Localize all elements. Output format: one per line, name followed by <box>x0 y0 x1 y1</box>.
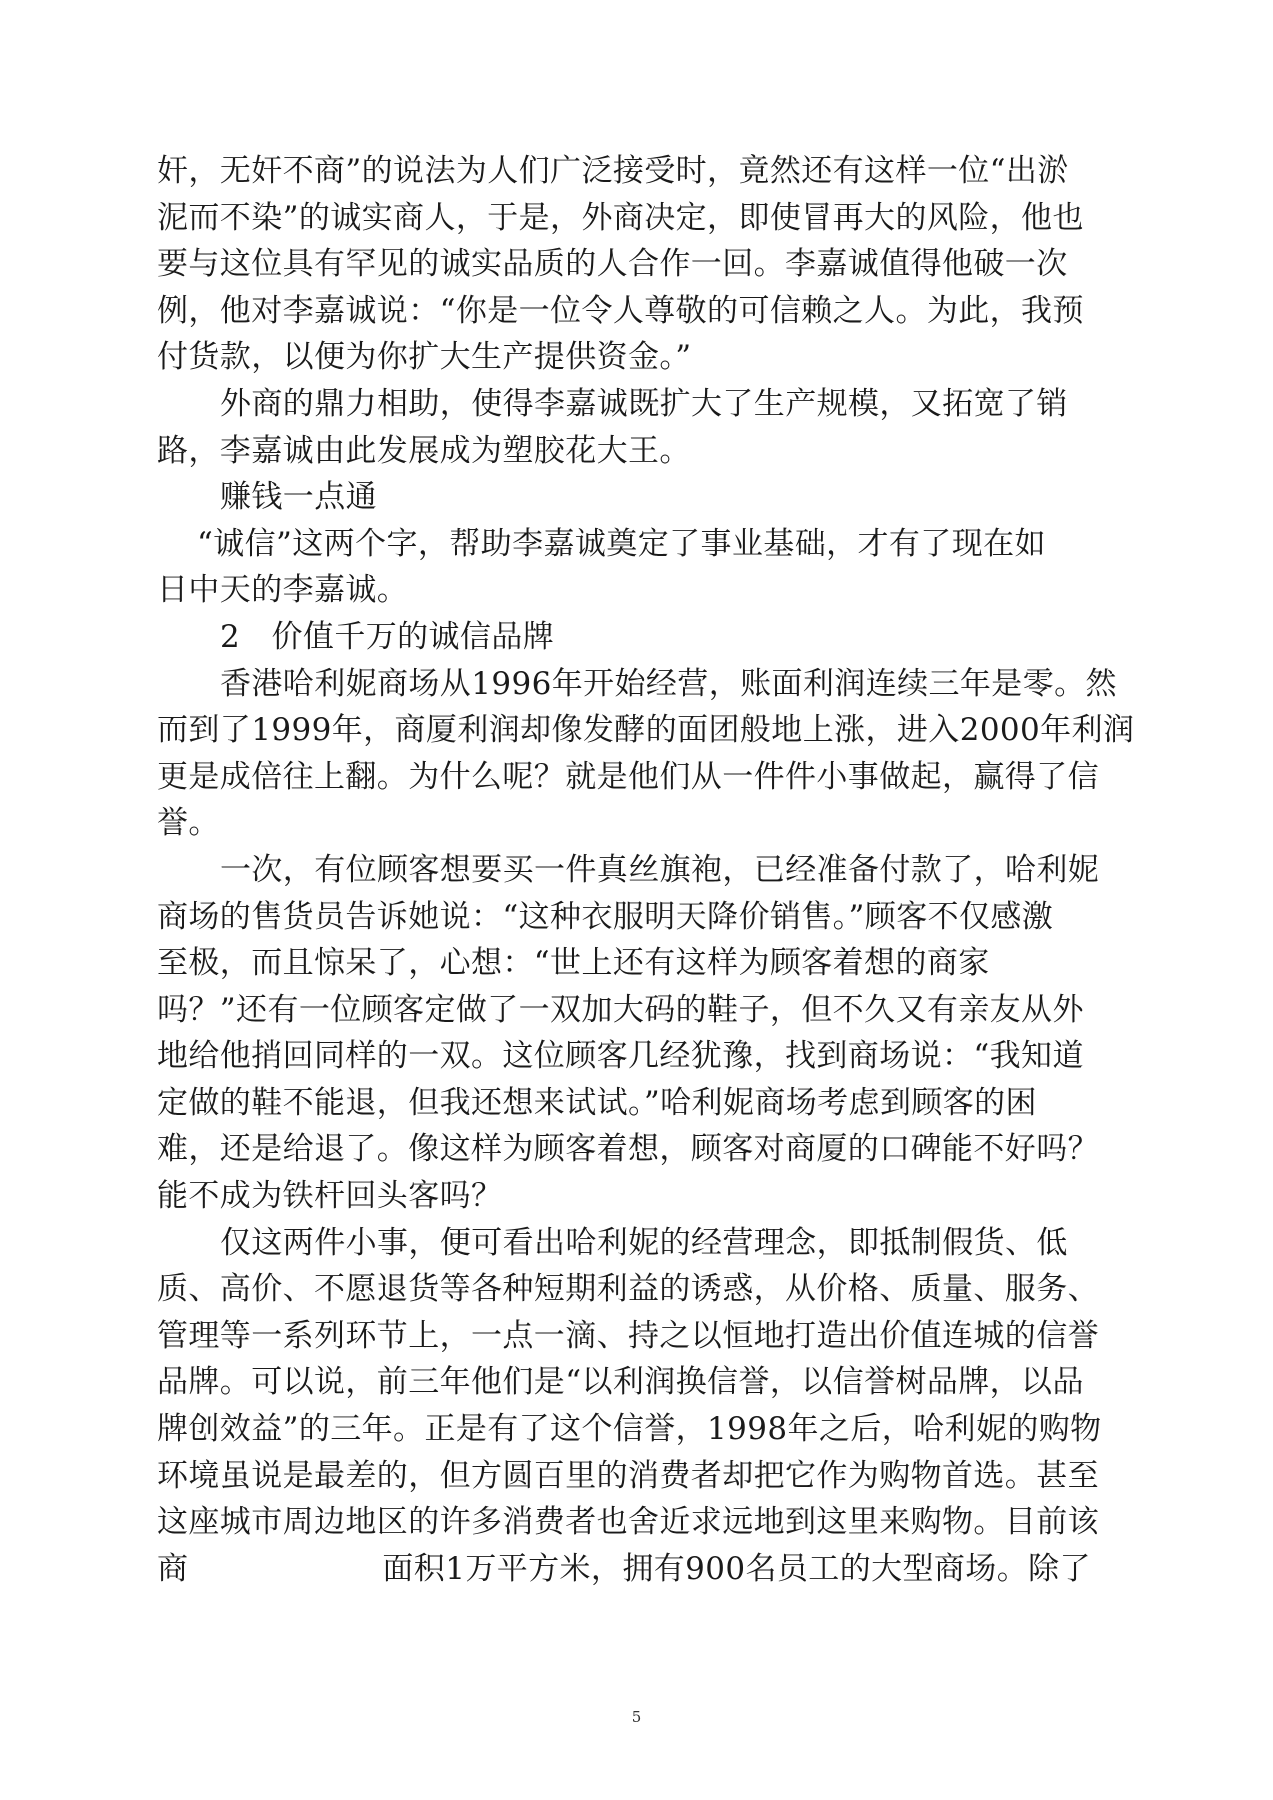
last-line-start: 商 <box>157 1550 189 1587</box>
text-line: 至极，而且惊呆了，心想：“世上还有这样为顾客着想的商家 <box>157 945 990 982</box>
text-line: 日中天的李嘉诚。 <box>157 572 409 609</box>
text-line: 品牌。可以说，前三年他们是“以利润换信誉，以信誉树品牌，以品 <box>157 1364 1084 1401</box>
text-line: 定做的鞋不能退，但我还想来试试。”哈利妮商场考虑到顾客的困 <box>157 1084 1037 1121</box>
section-heading: 赚钱一点通 <box>220 479 377 516</box>
paragraph-start: 仅这两件小事，便可看出哈利妮的经营理念，即抵制假货、低 <box>220 1224 1068 1261</box>
page-number: 5 <box>631 1708 642 1726</box>
text-line: 地给他捎回同样的一双。这位顾客几经犹豫，找到商场说：“我知道 <box>157 1038 1084 1075</box>
text-line: 要与这位具有罕见的诚实品质的人合作一回。李嘉诚值得他破一次 <box>157 246 1068 283</box>
last-line-end: 面积1万平方米，拥有900名员工的大型商场。除了 <box>382 1550 1091 1587</box>
text-line: 而到了1999年，商厦利润却像发酵的面团般地上涨，进入2000年利润 <box>157 712 1135 749</box>
text-line: 誉。 <box>157 805 220 842</box>
text-line: 难，还是给退了。像这样为顾客着想，顾客对商厦的口碑能不好吗？ <box>157 1131 1099 1168</box>
text-line: 环境虽说是最差的，但方圆百里的消费者却把它作为购物首选。甚至 <box>157 1457 1099 1494</box>
text-line: 牌创效益”的三年。正是有了这个信誉，1998年之后，哈利妮的购物 <box>157 1411 1102 1448</box>
text-line-last <box>157 1546 1127 1593</box>
text-line: 例，他对李嘉诚说：“你是一位令人尊敬的可信赖之人。为此，我预 <box>157 292 1084 329</box>
text-line: 付货款，以便为你扩大生产提供资金。” <box>157 339 692 376</box>
text-line: 商场的售货员告诉她说：“这种衣服明天降价销售。”顾客不仅感激 <box>157 898 1054 935</box>
paragraph-start: 香港哈利妮商场从1996年开始经营，账面利润连续三年是零。然 <box>220 665 1117 702</box>
text-line: 管理等一系列环节上，一点一滴、持之以恒地打造出价值连城的信誉 <box>157 1317 1099 1354</box>
text-line: 路，李嘉诚由此发展成为塑胶花大王。 <box>157 432 691 469</box>
text-line: 更是成倍往上翻。为什么呢？就是他们从一件件小事做起，赢得了信 <box>157 758 1099 795</box>
text-line: 这座城市周边地区的许多消费者也舍近求远地到这里来购物。目前该 <box>157 1504 1099 1541</box>
paragraph-start: 外商的鼎力相助，使得李嘉诚既扩大了生产规模，又拓宽了销 <box>220 385 1068 422</box>
text-line: 质、高价、不愿退货等各种短期利益的诱惑，从价格、质量、服务、 <box>157 1271 1099 1308</box>
text-line: 泥而不染”的诚实商人，于是，外商决定，即使冒再大的风险，他也 <box>157 199 1084 236</box>
body-text <box>157 148 1135 1592</box>
text-line: 奸，无奸不商”的说法为人们广泛接受时，竟然还有这样一位“出淤 <box>157 153 1069 189</box>
section-heading: 2 价值千万的诚信品牌 <box>220 618 555 655</box>
paragraph-start: “诚信”这两个字，帮助李嘉诚奠定了事业基础，才有了现在如 <box>197 525 1046 562</box>
text-line: 能不成为铁杆回头客吗？ <box>157 1178 503 1215</box>
paragraph-start: 一次，有位顾客想要买一件真丝旗袍，已经准备付款了，哈利妮 <box>220 851 1100 888</box>
text-line: 吗？”还有一位顾客定做了一双加大码的鞋子，但不久又有亲友从外 <box>157 991 1084 1028</box>
